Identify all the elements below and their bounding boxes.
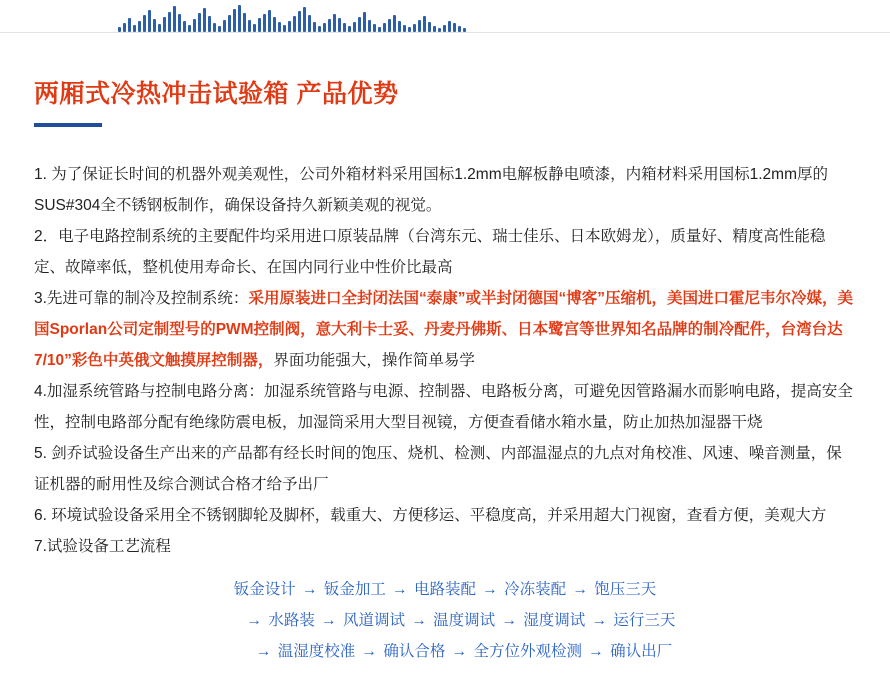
waveform-bar bbox=[263, 14, 266, 32]
flow-arrow-icon: → bbox=[568, 581, 593, 598]
waveform-bar bbox=[428, 22, 431, 32]
flow-node: 全方位外观检测 bbox=[473, 643, 582, 660]
waveform-bar bbox=[463, 28, 466, 32]
waveform-bar bbox=[178, 14, 181, 32]
waveform-bar bbox=[393, 15, 396, 32]
title-block bbox=[34, 79, 856, 127]
highlighted-text: 采用原装进口全封闭法国“泰康”或半封闭德国“博客”压缩机，美国进口霍尼韦尔冷媒，美国Sporlan公司定制型号的PWM控制阀，意大利卡士妥、丹麦丹佛斯、日本鹭宫等世界知名品牌的制冷配件，台湾台达7/10”彩色中英俄文触摸屏控制器， bbox=[34, 290, 853, 369]
waveform-bar bbox=[183, 21, 186, 32]
title-underline bbox=[34, 123, 102, 127]
waveform-bar bbox=[158, 24, 161, 32]
body-paragraph bbox=[34, 283, 856, 376]
waveform-bar bbox=[373, 24, 376, 32]
waveform-bar bbox=[223, 20, 226, 32]
paragraph-text: 1. 为了保证长时间的机器外观美观性，公司外箱材料采用国标1.2mm电解板静电喷漆，内箱材料采用国标1.2mm厚的SUS#304全不锈钢板制作，确保设备持久新颖美观的视觉。 bbox=[34, 166, 828, 214]
flow-line bbox=[34, 574, 856, 605]
flow-node: 钣金设计 bbox=[233, 581, 296, 598]
page-banner bbox=[0, 0, 890, 33]
flow-arrow-icon: → bbox=[316, 612, 341, 629]
body-copy bbox=[34, 159, 856, 562]
waveform-bar bbox=[403, 25, 406, 32]
waveform-bar bbox=[343, 23, 346, 32]
waveform-bar bbox=[198, 13, 201, 32]
flow-node: 钣金加工 bbox=[323, 581, 386, 598]
waveform-bar bbox=[168, 12, 171, 32]
flow-node: 冷冻装配 bbox=[504, 581, 567, 598]
waveform-bar bbox=[218, 26, 221, 32]
page-title: 两厢式冷热冲击试验箱 产品优势 bbox=[34, 80, 399, 108]
waveform-bar bbox=[438, 28, 441, 32]
flow-arrow-icon: → bbox=[297, 581, 322, 598]
waveform-bar bbox=[228, 15, 231, 32]
paragraph-text: 7.试验设备工艺流程 bbox=[34, 538, 171, 555]
body-paragraph bbox=[34, 221, 856, 283]
flow-node: 水路装 bbox=[268, 612, 315, 629]
waveform-bar bbox=[453, 23, 456, 32]
flow-node: 饱压三天 bbox=[594, 581, 657, 598]
waveform-bar bbox=[383, 23, 386, 32]
flow-arrow-icon: → bbox=[407, 612, 432, 629]
waveform-bar bbox=[173, 6, 176, 32]
body-paragraph bbox=[34, 531, 856, 562]
flow-node: 电路装配 bbox=[413, 581, 476, 598]
flow-node: 温度调试 bbox=[433, 612, 496, 629]
waveform-bar bbox=[188, 25, 191, 32]
waveform-bar bbox=[333, 14, 336, 32]
flow-arrow-icon: → bbox=[497, 612, 522, 629]
waveform-bar bbox=[138, 21, 141, 32]
waveform-bar bbox=[143, 15, 146, 32]
waveform-bar bbox=[288, 21, 291, 32]
waveform-bar bbox=[308, 15, 311, 32]
flow-node: 确认合格 bbox=[383, 643, 446, 660]
paragraph-text: 6. 环境试验设备采用全不锈钢脚轮及脚杯，载重大、方便移运、平稳度高，并采用超大门视窗，查看方便，美观大方 bbox=[34, 507, 827, 524]
waveform-bar bbox=[148, 10, 151, 32]
flow-node: 温湿度校准 bbox=[277, 643, 356, 660]
waveform-bar bbox=[233, 9, 236, 32]
flow-line bbox=[34, 636, 856, 667]
paragraph-text: 3.先进可靠的制冷及控制系统： bbox=[34, 290, 249, 307]
waveform-bar bbox=[433, 26, 436, 32]
waveform-bar bbox=[318, 26, 321, 32]
waveform-bar bbox=[423, 16, 426, 32]
paragraph-text: 4.加湿系统管路与控制电路分离：加湿系统管路与电源、控制器、电路板分离，可避免因管路漏水而影响电路，提高安全性，控制电路部分配有绝缘防震电板，加湿筒采用大型目视镜，方便查看储水箱水量，防止加热加湿器干烧 bbox=[34, 383, 853, 431]
waveform-bar bbox=[238, 5, 241, 32]
waveform-bar bbox=[323, 23, 326, 32]
waveform-bar bbox=[193, 19, 196, 32]
waveform-bar bbox=[378, 27, 381, 32]
waveform-bar bbox=[458, 26, 461, 32]
waveform-bar bbox=[398, 21, 401, 32]
waveform-bar bbox=[268, 10, 271, 32]
waveform-bar bbox=[283, 25, 286, 32]
flow-arrow-icon: → bbox=[447, 643, 472, 660]
waveform-bar bbox=[273, 17, 276, 32]
waveform-bar bbox=[128, 18, 131, 32]
waveform-bar bbox=[303, 7, 306, 32]
flow-arrow-icon: → bbox=[387, 581, 412, 598]
flow-arrow-icon: → bbox=[478, 581, 503, 598]
waveform-bar bbox=[348, 26, 351, 32]
flow-arrow-icon: → bbox=[357, 643, 382, 660]
audio-waveform-icon bbox=[118, 2, 466, 32]
waveform-bar bbox=[133, 25, 136, 32]
waveform-bar bbox=[358, 17, 361, 32]
waveform-bar bbox=[118, 27, 121, 32]
waveform-bar bbox=[293, 16, 296, 32]
waveform-bar bbox=[248, 20, 251, 32]
process-flow-diagram bbox=[34, 574, 856, 667]
body-paragraph bbox=[34, 159, 856, 221]
waveform-bar bbox=[448, 21, 451, 32]
waveform-bar bbox=[368, 20, 371, 32]
flow-node: 风道调试 bbox=[343, 612, 406, 629]
flow-arrow-icon: → bbox=[587, 612, 612, 629]
waveform-bar bbox=[153, 19, 156, 32]
body-paragraph bbox=[34, 438, 856, 500]
flow-node: 湿度调试 bbox=[523, 612, 586, 629]
flow-arrow-icon: → bbox=[246, 612, 267, 629]
waveform-bar bbox=[328, 19, 331, 32]
body-paragraph bbox=[34, 376, 856, 438]
flow-arrow-icon: → bbox=[583, 643, 609, 660]
paragraph-text: 界面功能强大，操作简单易学 bbox=[273, 352, 475, 369]
paragraph-text: 5. 剑乔试验设备生产出来的产品都有经长时间的饱压、烧机、检测、内部温湿点的九点对角校准、风速、噪音测量，保证机器的耐用性及综合测试合格才给予出厂 bbox=[34, 445, 842, 493]
flow-line bbox=[34, 605, 856, 636]
waveform-bar bbox=[353, 22, 356, 32]
waveform-bar bbox=[363, 12, 366, 32]
waveform-bar bbox=[408, 27, 411, 32]
waveform-bar bbox=[413, 24, 416, 32]
waveform-bar bbox=[213, 23, 216, 32]
flow-node: 确认出厂 bbox=[610, 643, 673, 660]
flow-node: 运行三天 bbox=[613, 612, 676, 629]
waveform-bar bbox=[338, 18, 341, 32]
waveform-bar bbox=[203, 8, 206, 32]
waveform-bar bbox=[163, 17, 166, 32]
waveform-bar bbox=[208, 16, 211, 32]
waveform-bar bbox=[123, 23, 126, 32]
paragraph-text: 2．电子电路控制系统的主要配件均采用进口原装品牌（台湾东元、瑞士佳乐、日本欧姆龙），质量好、精度高性能稳定、故障率低，整机使用寿命长、在国内同行业中性价比最高 bbox=[34, 228, 826, 276]
flow-arrow-icon: → bbox=[255, 643, 276, 660]
waveform-bar bbox=[298, 11, 301, 32]
waveform-bar bbox=[253, 24, 256, 32]
document-content bbox=[0, 79, 890, 667]
waveform-bar bbox=[258, 18, 261, 32]
waveform-bar bbox=[418, 20, 421, 32]
waveform-bar bbox=[243, 13, 246, 32]
waveform-bar bbox=[443, 25, 446, 32]
waveform-bar bbox=[278, 22, 281, 32]
body-paragraph bbox=[34, 500, 856, 531]
waveform-bar bbox=[388, 19, 391, 32]
waveform-bar bbox=[313, 22, 316, 32]
